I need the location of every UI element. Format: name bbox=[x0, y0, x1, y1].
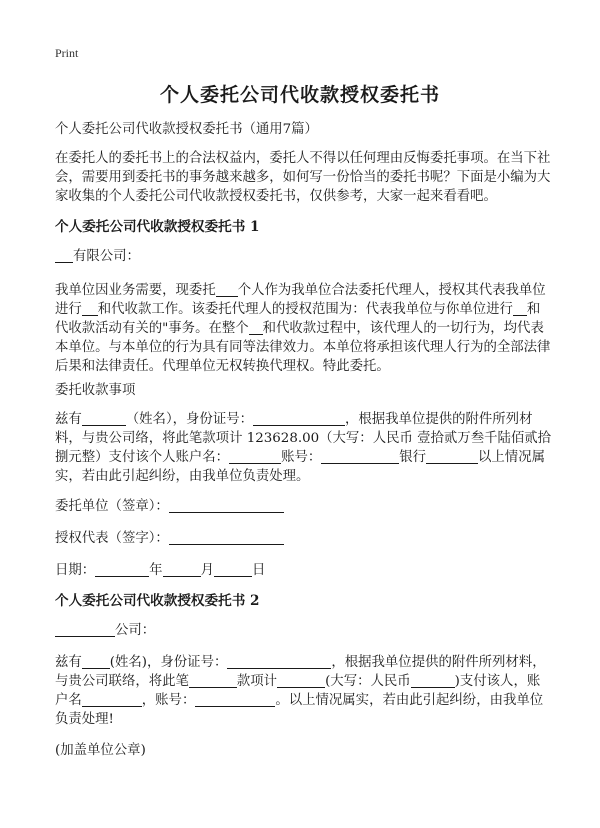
blank-line bbox=[216, 282, 238, 297]
blank-line bbox=[82, 692, 142, 707]
blank-line bbox=[195, 692, 275, 707]
blank-line bbox=[277, 673, 325, 688]
signature-unit-blank bbox=[169, 498, 284, 513]
page-title: 个人委托公司代收款授权委托书 bbox=[159, 84, 440, 106]
section2-heading: 个人委托公司代收款授权委托书 2 bbox=[55, 593, 260, 609]
blank-line bbox=[82, 654, 110, 669]
section2-details: 兹有 (姓名)，身份证号： ，根据我单位提供的附件所列材料，与贵公司联络，将此笔 款项计 (大写：人民币 )支付该人，账户名 ，账号： 。以上情况属实，若由此引起纠纷，由我单位负责处理! bbox=[55, 655, 546, 727]
intro-paragraph: 在委托人的委托书上的合法权益内，委托人不得以任何理由反悔委托事项。在当下社会，需要用到委托书的事务越来越多，如何写一份恰当的委托书呢？下面是小编为大家收集的个人委托公司代收款授权委托书，仅供参考，大家一起来看看吧。 bbox=[55, 151, 551, 204]
blank-line bbox=[55, 622, 115, 637]
blank-line bbox=[513, 301, 527, 316]
print-label[interactable]: Print bbox=[55, 46, 79, 60]
blank-line bbox=[189, 673, 237, 688]
blank-line bbox=[321, 449, 399, 464]
signature-unit: 委托单位（签章）： bbox=[55, 497, 553, 516]
blank-line bbox=[426, 449, 478, 464]
signature-rep-blank bbox=[169, 530, 284, 545]
section2-salutation: 公司： bbox=[55, 621, 553, 640]
section1-body: 我单位因业务需要，现委托 个人作为我单位合法委托代理人，授权其代表我单位进行 和代收款工作。该委托代理人的授权范围为：代表我单位与你单位进行 和代收款活动有关的"事务。在整个 和代收款过程中，该代理人的一切行为，均代表本单位。与本单位的行为具有同等法律效力。本单位将承担该代理人行为的全部法律后果和法律责任。代理单位无权转换代理权。特此委托。 bbox=[55, 283, 551, 374]
section1-heading: 个人委托公司代收款授权委托书 1 bbox=[55, 219, 260, 235]
blank-line bbox=[55, 248, 73, 263]
section1-details: 兹有 （姓名），身份证号： ，根据我单位提供的附件所列材料，与贵公司络，将此笔款项计 123628.00（大写：人民币 壹拾贰万叁千陆佰贰拾捌元整）支付该个人账户名： 账号： 银行 以上情况属实，若由此引起纠纷，由我单位负责处理。 bbox=[55, 412, 552, 484]
day-blank bbox=[214, 562, 252, 577]
year-blank bbox=[95, 562, 149, 577]
blank-line bbox=[229, 449, 281, 464]
date-line: 日期： 年 月 日 bbox=[55, 563, 266, 578]
blank-line bbox=[82, 411, 126, 426]
section1-salutation: 有限公司： bbox=[55, 247, 553, 266]
blank-line bbox=[82, 301, 98, 316]
section1-subheading: 委托收款事项 bbox=[55, 383, 136, 398]
month-blank bbox=[163, 562, 201, 577]
stamp-note: (加盖单位公章) bbox=[55, 743, 146, 758]
blank-line bbox=[227, 654, 331, 669]
signature-representative: 授权代表（签字）： bbox=[55, 529, 553, 548]
blank-line bbox=[249, 320, 263, 335]
subtitle: 个人委托公司代收款授权委托书（通用7篇） bbox=[55, 122, 318, 137]
blank-line bbox=[411, 673, 455, 688]
blank-line bbox=[253, 411, 345, 426]
